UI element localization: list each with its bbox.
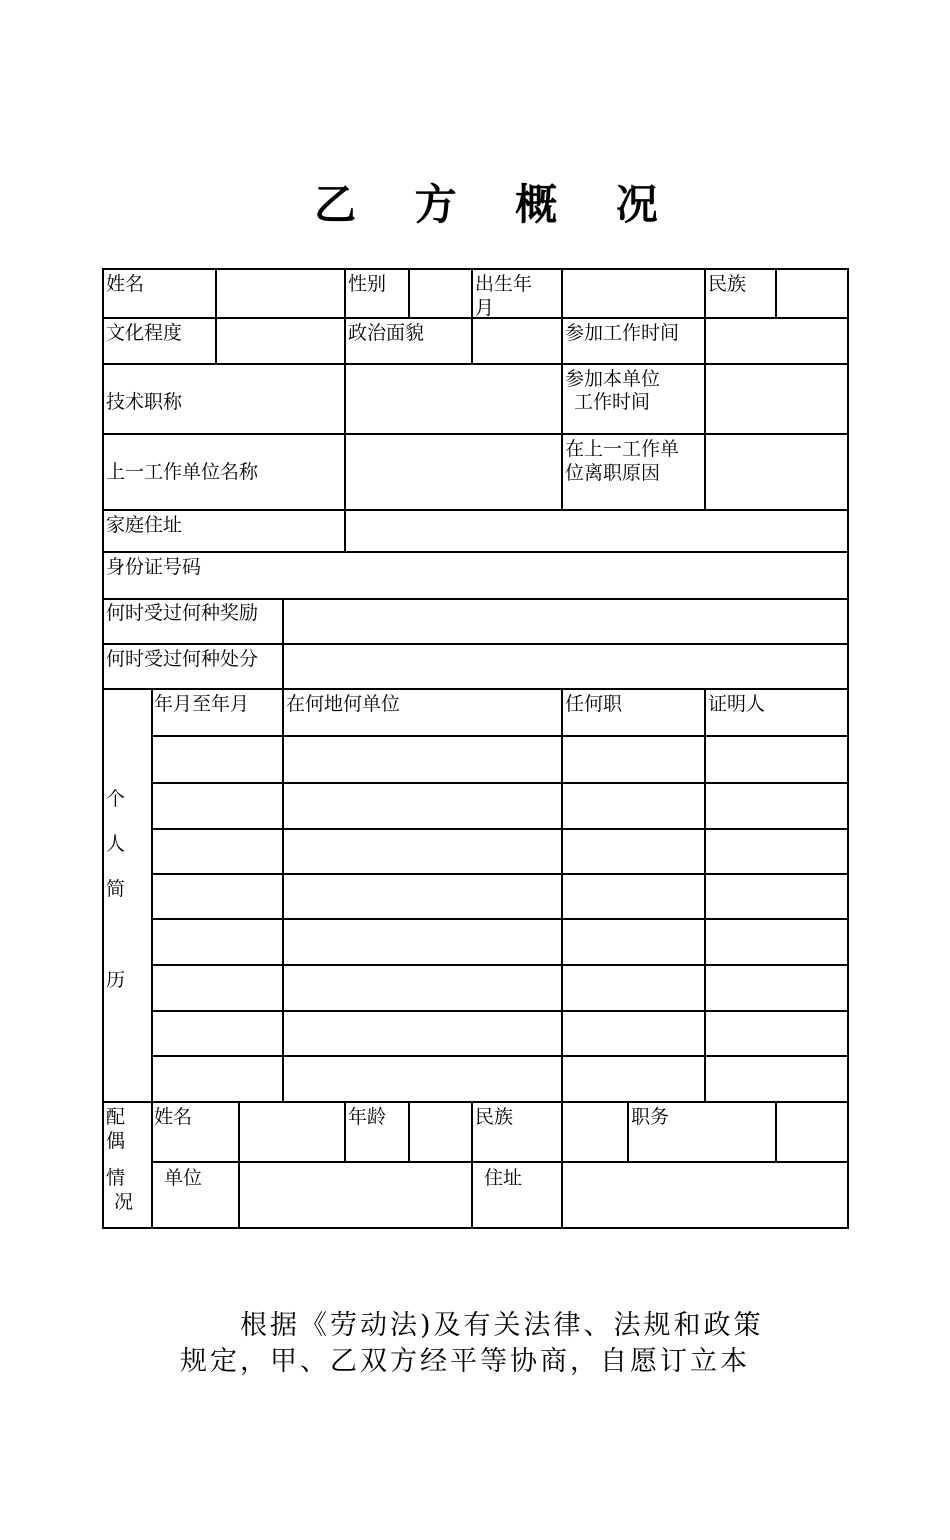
label-awards: 何时受过何种奖励	[106, 602, 259, 624]
spouse-side-label: 情	[106, 1167, 126, 1189]
table-rule	[151, 918, 849, 920]
table-rule	[151, 1010, 849, 1012]
label-tech-title: 技术职称	[106, 391, 183, 413]
table-border-right	[847, 268, 849, 1229]
table-rule	[704, 688, 706, 1101]
table-rule	[704, 268, 706, 509]
table-rule	[102, 509, 849, 511]
label-punishments: 何时受过何种处分	[106, 648, 259, 670]
resume-header-position: 任何职	[565, 693, 623, 715]
table-rule	[408, 268, 410, 317]
label-education: 文化程度	[106, 322, 183, 344]
spouse-label-position: 职务	[631, 1106, 670, 1128]
spouse-side-label: 况	[114, 1191, 134, 1213]
table-rule	[282, 688, 284, 1101]
table-rule	[102, 1101, 849, 1103]
label-birth-line1: 出生年	[475, 273, 533, 295]
table-rule	[102, 598, 849, 600]
table-rule	[471, 1101, 473, 1229]
label-previous-unit: 上一工作单位名称	[106, 461, 259, 483]
body-paragraph-line2: 规定，甲、乙双方经平等协商，自愿订立本	[180, 1346, 750, 1377]
spouse-label-age: 年龄	[348, 1106, 387, 1128]
resume-side-label: 简	[106, 878, 126, 900]
resume-header-period: 年月至年月	[154, 693, 250, 715]
spouse-label-ethnicity: 民族	[475, 1106, 514, 1128]
table-rule	[102, 433, 849, 435]
page-title: 乙 方 概 况	[314, 180, 680, 229]
label-id-number: 身份证号码	[106, 556, 202, 578]
label-unit-join-line2: 工作时间	[574, 391, 651, 413]
spouse-label-address: 住址	[484, 1167, 523, 1189]
table-border-bottom	[102, 1227, 849, 1229]
table-rule	[561, 688, 563, 1101]
label-birth-line2: 月	[475, 297, 495, 319]
label-political-status: 政治面貌	[348, 322, 425, 344]
table-rule	[102, 551, 849, 553]
table-rule	[151, 735, 849, 737]
table-rule	[151, 782, 849, 784]
table-rule	[561, 1101, 563, 1229]
body-paragraph-line1: 根据《劳动法)及有关法律、法规和政策	[240, 1310, 764, 1341]
label-work-start: 参加工作时间	[565, 322, 680, 344]
table-rule	[471, 268, 473, 363]
table-rule	[238, 1101, 240, 1229]
table-rule	[151, 1161, 849, 1163]
table-rule	[561, 268, 563, 509]
table-rule	[282, 598, 284, 688]
table-rule	[151, 964, 849, 966]
spouse-side-label: 配	[106, 1106, 126, 1128]
table-rule	[102, 688, 849, 690]
label-home-address: 家庭住址	[106, 514, 183, 536]
label-leave-reason-line1: 在上一工作单	[565, 438, 680, 460]
spouse-label-unit: 单位	[164, 1167, 203, 1189]
table-rule	[151, 828, 849, 830]
label-name: 姓名	[106, 273, 145, 295]
resume-side-label: 人	[106, 833, 126, 855]
label-gender: 性别	[348, 273, 387, 295]
table-rule	[102, 363, 849, 365]
table-rule	[775, 268, 777, 317]
table-rule	[102, 643, 849, 645]
table-rule	[627, 1101, 629, 1161]
table-rule	[775, 1101, 777, 1161]
table-rule	[408, 1101, 410, 1161]
resume-side-label: 历	[106, 969, 126, 991]
spouse-side-label: 偶	[106, 1130, 126, 1152]
label-leave-reason-line2: 位离职原因	[565, 462, 661, 484]
label-ethnicity: 民族	[708, 273, 747, 295]
table-rule	[344, 268, 346, 551]
resume-header-unit: 在何地何单位	[286, 693, 401, 715]
table-rule	[151, 1055, 849, 1057]
resume-header-reference: 证明人	[708, 693, 766, 715]
table-rule	[215, 268, 217, 363]
table-rule	[151, 873, 849, 875]
spouse-label-name: 姓名	[154, 1106, 193, 1128]
resume-side-label: 个	[106, 788, 126, 810]
table-border-left	[102, 268, 104, 1229]
table-rule	[344, 1101, 346, 1161]
label-unit-join-line1: 参加本单位	[565, 368, 661, 390]
table-rule	[151, 688, 153, 1229]
